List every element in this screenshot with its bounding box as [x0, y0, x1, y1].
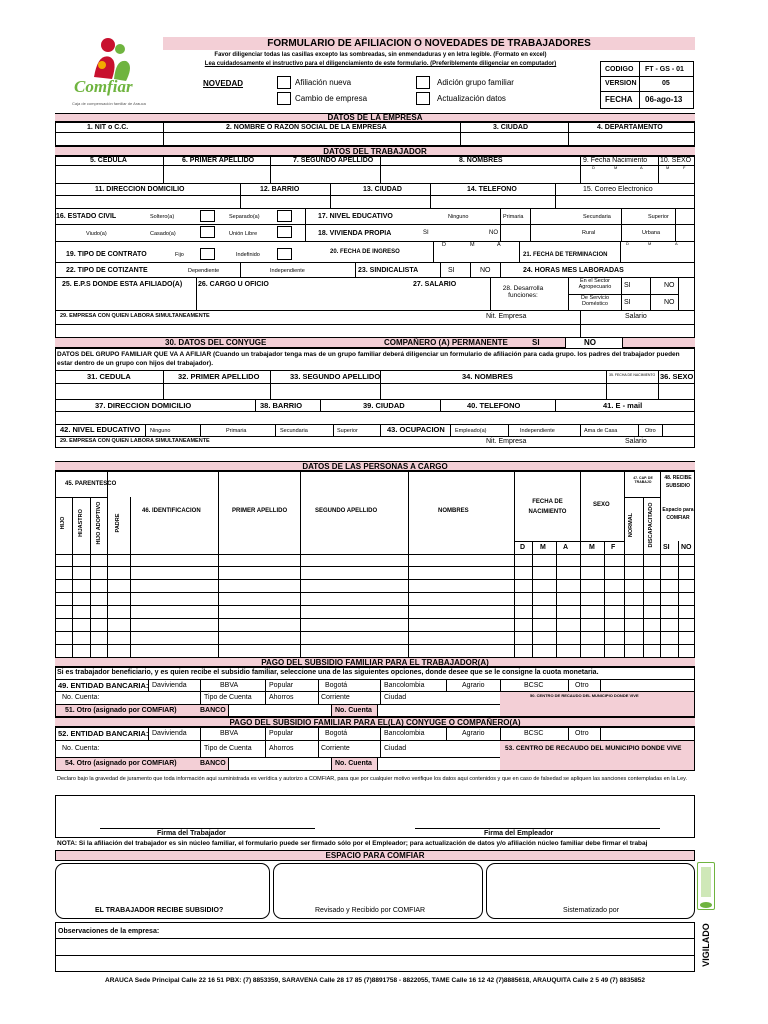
banco-bancolombia-2[interactable]: Bancolombia [384, 730, 425, 737]
vigilado-label: VIGILADO [701, 923, 711, 967]
separado-label: Separado(a) [229, 214, 260, 220]
sindic-label: 23. SINDICALISTA [358, 267, 419, 274]
domestico-label: De Servicio Doméstico [580, 295, 610, 308]
banco-bbva-1[interactable]: BBVA [220, 682, 239, 689]
vivienda-si: SI [423, 230, 429, 236]
fecha-label: FECHA [605, 95, 633, 104]
logo [62, 35, 162, 110]
cony-nit-empresa: Nit. Empresa [486, 438, 527, 445]
revisado-label: Revisado y Recibido por COMFIAR [315, 907, 426, 914]
salario-label: 27. SALARIO [413, 281, 457, 288]
corriente-1[interactable]: Corriente [321, 694, 350, 701]
banco-bogota-1[interactable]: Bogotá [325, 682, 348, 689]
correo-label: 15. Correo Electronico [583, 186, 653, 193]
opt-actualizacion: Actualización datos [437, 94, 506, 103]
cargo-sexo-label: SEXO [593, 502, 610, 508]
banco-davivienda-1[interactable]: Davivienda [152, 682, 187, 689]
cony-otra-empresa: 29. EMPRESA CON QUIEN LABORA SIMULTANEAMENTE [60, 438, 210, 444]
cap-trabajo-label: 47. CAP. DE TRABAJO [633, 476, 653, 484]
urbana-label: Urbana [642, 230, 661, 236]
ahorros-2[interactable]: Ahorros [269, 745, 294, 752]
dom-no: NO [664, 299, 675, 306]
cony-ocup: 43. OCUPACION [387, 425, 445, 434]
cargo-table [55, 471, 695, 663]
declaracion-text: Declaro bajo la gravedad de juramento que toda información aqui suministrada es verídica y autorizo a COMFIAR, para que por cualquier motivo verifique los datos aqui contenidos y que en caso de falsedad se apliquen las sanciones contempladas en la Ley. [57, 776, 688, 782]
sistematizado-label: Sistematizado por [563, 907, 620, 914]
tel-label: 14. TELEFONO [467, 186, 517, 193]
banco54-field[interactable] [228, 758, 332, 770]
nota-firma: NOTA: Si la afiliación del trabajador es sin núcleo familiar, el formulario puede ser firmado sólo por el Empleador; para actualización de datos y/o afiliación núcleo familiar debe firmar el trabaj [57, 840, 648, 847]
normal-label: NORMAL [628, 512, 634, 538]
banco-agrario-1[interactable]: Agrario [462, 682, 485, 689]
recibe-subsidio-label: 48. RECIBE SUBSIDIO [664, 475, 692, 489]
section-pago-trabajador: PAGO DEL SUBSIDIO FAMILIAR PARA EL TRABAJADOR(A) [55, 657, 695, 667]
supersubsidio-seal [697, 862, 715, 910]
cony-ap2: 33. SEGUNDO APELLIDO [290, 372, 381, 381]
soltero-label: Soltero(a) [150, 214, 175, 220]
version-value: 05 [662, 80, 670, 87]
otra-empresa-label: 29. EMPRESA CON QUIEN LABORA SIMULTANEAMENTE [60, 313, 210, 319]
contrato-label: 19. TIPO DE CONTRATO [66, 251, 147, 258]
entidad-1-label: 49. ENTIDAD BANCARIA: [58, 681, 149, 690]
nivel-label: 17. NIVEL EDUCATIVO [318, 213, 393, 220]
cony-ap1: 32. PRIMER APELLIDO [178, 372, 260, 381]
cony-empleado: Empleado(a) [455, 428, 487, 434]
civil-label: 16. ESTADO CIVIL [56, 213, 117, 220]
firmas-box [55, 795, 695, 838]
casado-label: Casado(a) [150, 231, 176, 237]
checkbox-separado[interactable] [277, 210, 292, 222]
cony-barrio: 38. BARRIO [260, 401, 303, 410]
indef-label: Indefinido [236, 252, 260, 258]
checkbox-adicion[interactable] [416, 76, 430, 89]
cony-ciudad: 39. CIUDAD [363, 401, 405, 410]
section-pago-conyuge: PAGO DEL SUBSIDIO FAMILIAR PARA EL(LA) CONYUGE O COMPAÑERO(A) [55, 717, 695, 727]
cotiz-label: 22. TIPO DE COTIZANTE [66, 267, 148, 274]
banco-bcsc-2[interactable]: BCSC [524, 730, 544, 737]
desarrolla-label: 28. Desarrolla funciones: [502, 285, 544, 300]
conyuge-title: 30. DATOS DEL CONYUGE [165, 338, 267, 347]
footer-address: ARAUCA Sede Principal Calle 22 16 51 PBX: (7) 8853359, SARAVENA Calle 28 17 85 (7)8891758 - 8822055, TAME Calle 16 12 42 (7)8885618, ARAUQUITA Calle 2 5 49 (7) 8835852 [105, 977, 645, 984]
banco54-label: BANCO [200, 760, 226, 767]
cony-fnac: 35. FECHA DE NACIMIENTO [609, 373, 656, 377]
cargo-nombres-label: NOMBRES [438, 508, 469, 514]
indep-label: Independiente [270, 268, 305, 274]
cony-superior: Superior [337, 428, 358, 434]
primaria-label: Primaria [503, 214, 524, 220]
ahorros-1[interactable]: Ahorros [269, 694, 294, 701]
cony-primaria: Primaria [226, 428, 247, 434]
cargo-a: A [563, 544, 569, 551]
hijastro-label: HIJASTRO [78, 509, 84, 537]
checkbox-fijo[interactable] [200, 248, 215, 260]
tipo-cuenta-2: Tipo de Cuenta [204, 745, 252, 752]
depto-label: 4. DEPARTAMENTO [597, 124, 663, 131]
nit-empresa-label: Nit. Empresa [486, 313, 527, 320]
firma-trabajador-label: Firma del Trabajador [157, 830, 226, 837]
identificacion-label: 46. IDENTIFICACION [142, 508, 201, 514]
fnac-label: 9. Fecha Nacimiento [583, 157, 648, 164]
apellido1-label: 6. PRIMER APELLIDO [182, 157, 255, 164]
dep-label: Dependiente [188, 268, 220, 274]
section-trabajador: DATOS DEL TRABAJADOR [55, 146, 695, 156]
section-empresa: DATOS DE LA EMPRESA [55, 113, 695, 122]
nocuenta51-field[interactable] [377, 705, 500, 716]
cargo-sexo-f: F [611, 544, 616, 551]
eps-label: 25. E.P.S DONDE ESTA AFILIADO(A) [62, 281, 183, 288]
fing-m: M [470, 242, 475, 248]
cuenta-2-label: No. Cuenta: [62, 745, 100, 752]
form-title: FORMULARIO DE AFILIACION O NOVEDADES DE TRABAJADORES [163, 37, 695, 50]
cargo-ap1-label: PRIMER APELLIDO [232, 508, 288, 514]
cargo-label: 26. CARGO U OFICIO [198, 281, 269, 288]
ciudad-label: 3. CIUDAD [493, 124, 529, 131]
fingreso-label: 20. FECHA DE INGRESO [330, 249, 400, 255]
supersubsidio-icon [698, 863, 714, 909]
cony-ama: Ama de Casa [584, 428, 618, 434]
agro-no: NO [664, 282, 675, 289]
instructions-2: Lea cuidadosamente el instructivo para el diligenciamiento de este formulario. (Preferiblemente diligenciar en computador) [204, 61, 557, 67]
banco51-field[interactable] [228, 705, 332, 716]
codigo-label: CODIGO [605, 66, 634, 73]
checkbox-casado[interactable] [200, 226, 215, 238]
banco51-label: BANCO [200, 707, 226, 714]
banco-davivienda-2[interactable]: Davivienda [152, 730, 187, 737]
centro-recaudo-2-label: 53. CENTRO DE RECAUDO DEL MUNICIPIO DONDE VIVE [505, 745, 682, 752]
ninguno-label: Ninguno [448, 214, 469, 220]
vivienda-label: 18. VIVIENDA PROPIA [318, 230, 392, 237]
otro54-label: 54. Otro (asignado por COMFIAR) [65, 760, 177, 767]
banco-bcsc-1[interactable]: BCSC [524, 682, 544, 689]
vivienda-no: NO [489, 230, 498, 236]
ciudad-pago-1: Ciudad [384, 694, 407, 701]
banco-otro-1[interactable]: Otro [575, 682, 589, 689]
union-label: Unión Libre [229, 231, 258, 237]
hijo-label: HIJO [60, 516, 66, 530]
salario-simul-label: Salario [625, 313, 647, 320]
dir-label: 11. DIRECCION DOMICILIO [95, 186, 185, 193]
cony-nivel: 42. NIVEL EDUCATIVO [60, 425, 141, 434]
fnac-a: A [640, 165, 643, 170]
instructions-1: Favor diligenciar todas las casillas excepto las sombreadas, sin enmendaduras y en letra legible. (Formato en excel) [214, 52, 547, 58]
otro51-label: 51. Otro (asignado por COMFIAR) [65, 707, 177, 714]
observaciones-label: Observaciones de la empresa: [58, 928, 160, 935]
cony-tel: 40. TELEFONO [467, 401, 521, 410]
cargo-m: M [540, 544, 546, 551]
cony-email: 41. E - mail [603, 401, 643, 410]
version-label: VERSION [605, 80, 637, 87]
razon-label: 2. NOMBRE O RAZON SOCIAL DE LA EMPRESA [226, 124, 387, 131]
checkbox-actualizacion[interactable] [416, 92, 430, 105]
parentesco-label: 45. PARENTESCO [65, 481, 117, 487]
tipo-cuenta-1: Tipo de Cuenta [204, 694, 252, 701]
opt-afiliacion: Afiliación nueva [295, 78, 352, 87]
padre-label: PADRE [115, 513, 121, 533]
perm-no: NO [584, 338, 596, 347]
apellido2-label: 7. SEGUNDO APELLIDO [293, 157, 374, 164]
cargo-sexo-m: M [589, 544, 595, 551]
checkbox-cambio[interactable] [277, 92, 291, 105]
cargo-no: NO [681, 544, 692, 551]
ciudad-trab-label: 13. CIUDAD [363, 186, 402, 193]
cony-dir: 37. DIRECCION DOMICILIO [95, 401, 192, 410]
dom-si: SI [624, 299, 631, 306]
nocuenta51-label: No. Cuenta [335, 707, 372, 714]
codigo-value: FT - GS - 01 [645, 66, 684, 73]
cargo-ap2-label: SEGUNDO APELLIDO [315, 508, 378, 514]
sindic-no: NO [480, 267, 491, 274]
section-comfiar: ESPACIO PARA COMFIAR [55, 850, 695, 861]
firma-empleador-label: Firma del Empleador [484, 830, 554, 837]
superior-label: Superior [648, 214, 669, 220]
logo-brand: Comfiar [74, 77, 133, 96]
agro-label: En el Sector Agropecuario [578, 278, 612, 291]
horas-label: 24. HORAS MES LABORADAS [523, 267, 624, 274]
barrio-label: 12. BARRIO [260, 186, 300, 193]
viudo-label: Viudo(a) [86, 231, 107, 237]
rural-label: Rural [582, 230, 596, 236]
sexo-label: 10. SEXO [660, 157, 692, 164]
fterm-m: M [648, 241, 652, 246]
cony-nombres: 34. NOMBRES [462, 372, 513, 381]
adoptivo-label: HIJO ADOPTIVO [96, 501, 102, 545]
fijo-label: Fijo [175, 252, 184, 258]
cuenta-1-label: No. Cuenta: [62, 694, 100, 701]
nit-label: 1. NIT o C.C. [87, 124, 129, 131]
cony-ninguno: Ninguno [150, 428, 171, 434]
secundaria-label: Secundaria [583, 214, 611, 220]
nocuenta54-field[interactable] [377, 758, 500, 770]
banco-bancolombia-1[interactable]: Bancolombia [384, 682, 425, 689]
opt-adicion: Adición grupo familiar [437, 78, 514, 87]
checkbox-indef[interactable] [277, 248, 292, 260]
fterm-d: D [626, 241, 629, 246]
espacio-comfiar-label: Espacio para COMFIAR [662, 507, 694, 521]
entidad-2-label: 52. ENTIDAD BANCARIA: [58, 729, 149, 738]
nocuenta54-label: No. Cuenta [335, 760, 372, 767]
checkbox-afiliacion[interactable] [277, 76, 291, 89]
checkbox-union[interactable] [277, 226, 292, 238]
banco-bbva-2[interactable]: BBVA [220, 730, 239, 737]
banco-popular-2[interactable]: Popular [269, 730, 294, 737]
permanente-label: COMPAÑERO (A) PERMANENTE [384, 338, 508, 347]
sindic-si: SI [448, 267, 455, 274]
agro-si: SI [624, 282, 631, 289]
banco-otro-2[interactable]: Otro [575, 730, 589, 737]
cony-salario: Salario [625, 438, 647, 445]
sexo-m: M [666, 165, 670, 170]
fnac-d: D [592, 165, 595, 170]
banco-bogota-2[interactable]: Bogotá [325, 730, 348, 737]
banco-agrario-2[interactable]: Agrario [462, 730, 485, 737]
fecha-value: 06-ago-13 [645, 95, 683, 104]
perm-si: SI [532, 338, 540, 347]
cony-secundaria: Secundaria [280, 428, 308, 434]
cony-indep: Independiente [520, 428, 555, 434]
cony-otro: Otro [645, 428, 656, 434]
fnac-m: M [614, 165, 618, 170]
cargo-fnac-label: FECHA DE NACIMIENTO [528, 499, 567, 515]
logo-tagline: Caja de compensación familiar de Arauca [72, 101, 146, 106]
pago-info: Si es trabajador beneficiario, y es quien recibe el subsidio familiar, seleccione una de las siguientes opciones, donde desee que se le consigne la cuota monetaria. [57, 669, 599, 676]
corriente-2[interactable]: Corriente [321, 745, 350, 752]
ciudad-pago-2: Ciudad [384, 745, 407, 752]
cargo-si: SI [663, 544, 670, 551]
fing-a: A [497, 242, 501, 248]
cedula-label: 5. CEDULA [90, 157, 127, 164]
novedad-label: NOVEDAD [203, 79, 244, 88]
fterm-label: 21. FECHA DE TERMINACION [523, 252, 608, 258]
section-cargo: DATOS DE LAS PERSONAS A CARGO [55, 461, 695, 471]
centro-recaudo-1-label: 50. CENTRO DE RECAUDO DEL MUNICIPIO DONDE VIVE [530, 693, 639, 698]
banco-popular-1[interactable]: Popular [269, 682, 294, 689]
cony-sexo: 36. SEXO [660, 372, 694, 381]
fterm-a: A [675, 241, 678, 246]
cony-cedula: 31. CEDULA [87, 372, 131, 381]
discapacitado-label: DISCAPACITADO [648, 502, 654, 548]
sexo-f: F [683, 165, 686, 170]
recibe-subsidio-question: EL TRABAJADOR RECIBE SUBSIDIO? [95, 907, 224, 914]
opt-cambio: Cambio de empresa [295, 94, 368, 103]
nombres-label: 8. NOMBRES [459, 157, 503, 164]
cargo-d: D [520, 544, 526, 551]
grupo-nota: DATOS DEL GRUPO FAMILIAR QUE VA A AFILIAR (Cuando un trabajador tenga mas de un grupo familiar deberá diligenciar un formulario de afiliación para cada grupo. los padres del trabajador pueden estar dentro de un grupo con hijos del trabajador). [57, 351, 680, 367]
checkbox-soltero[interactable] [200, 210, 215, 222]
fing-d: D [442, 242, 446, 248]
